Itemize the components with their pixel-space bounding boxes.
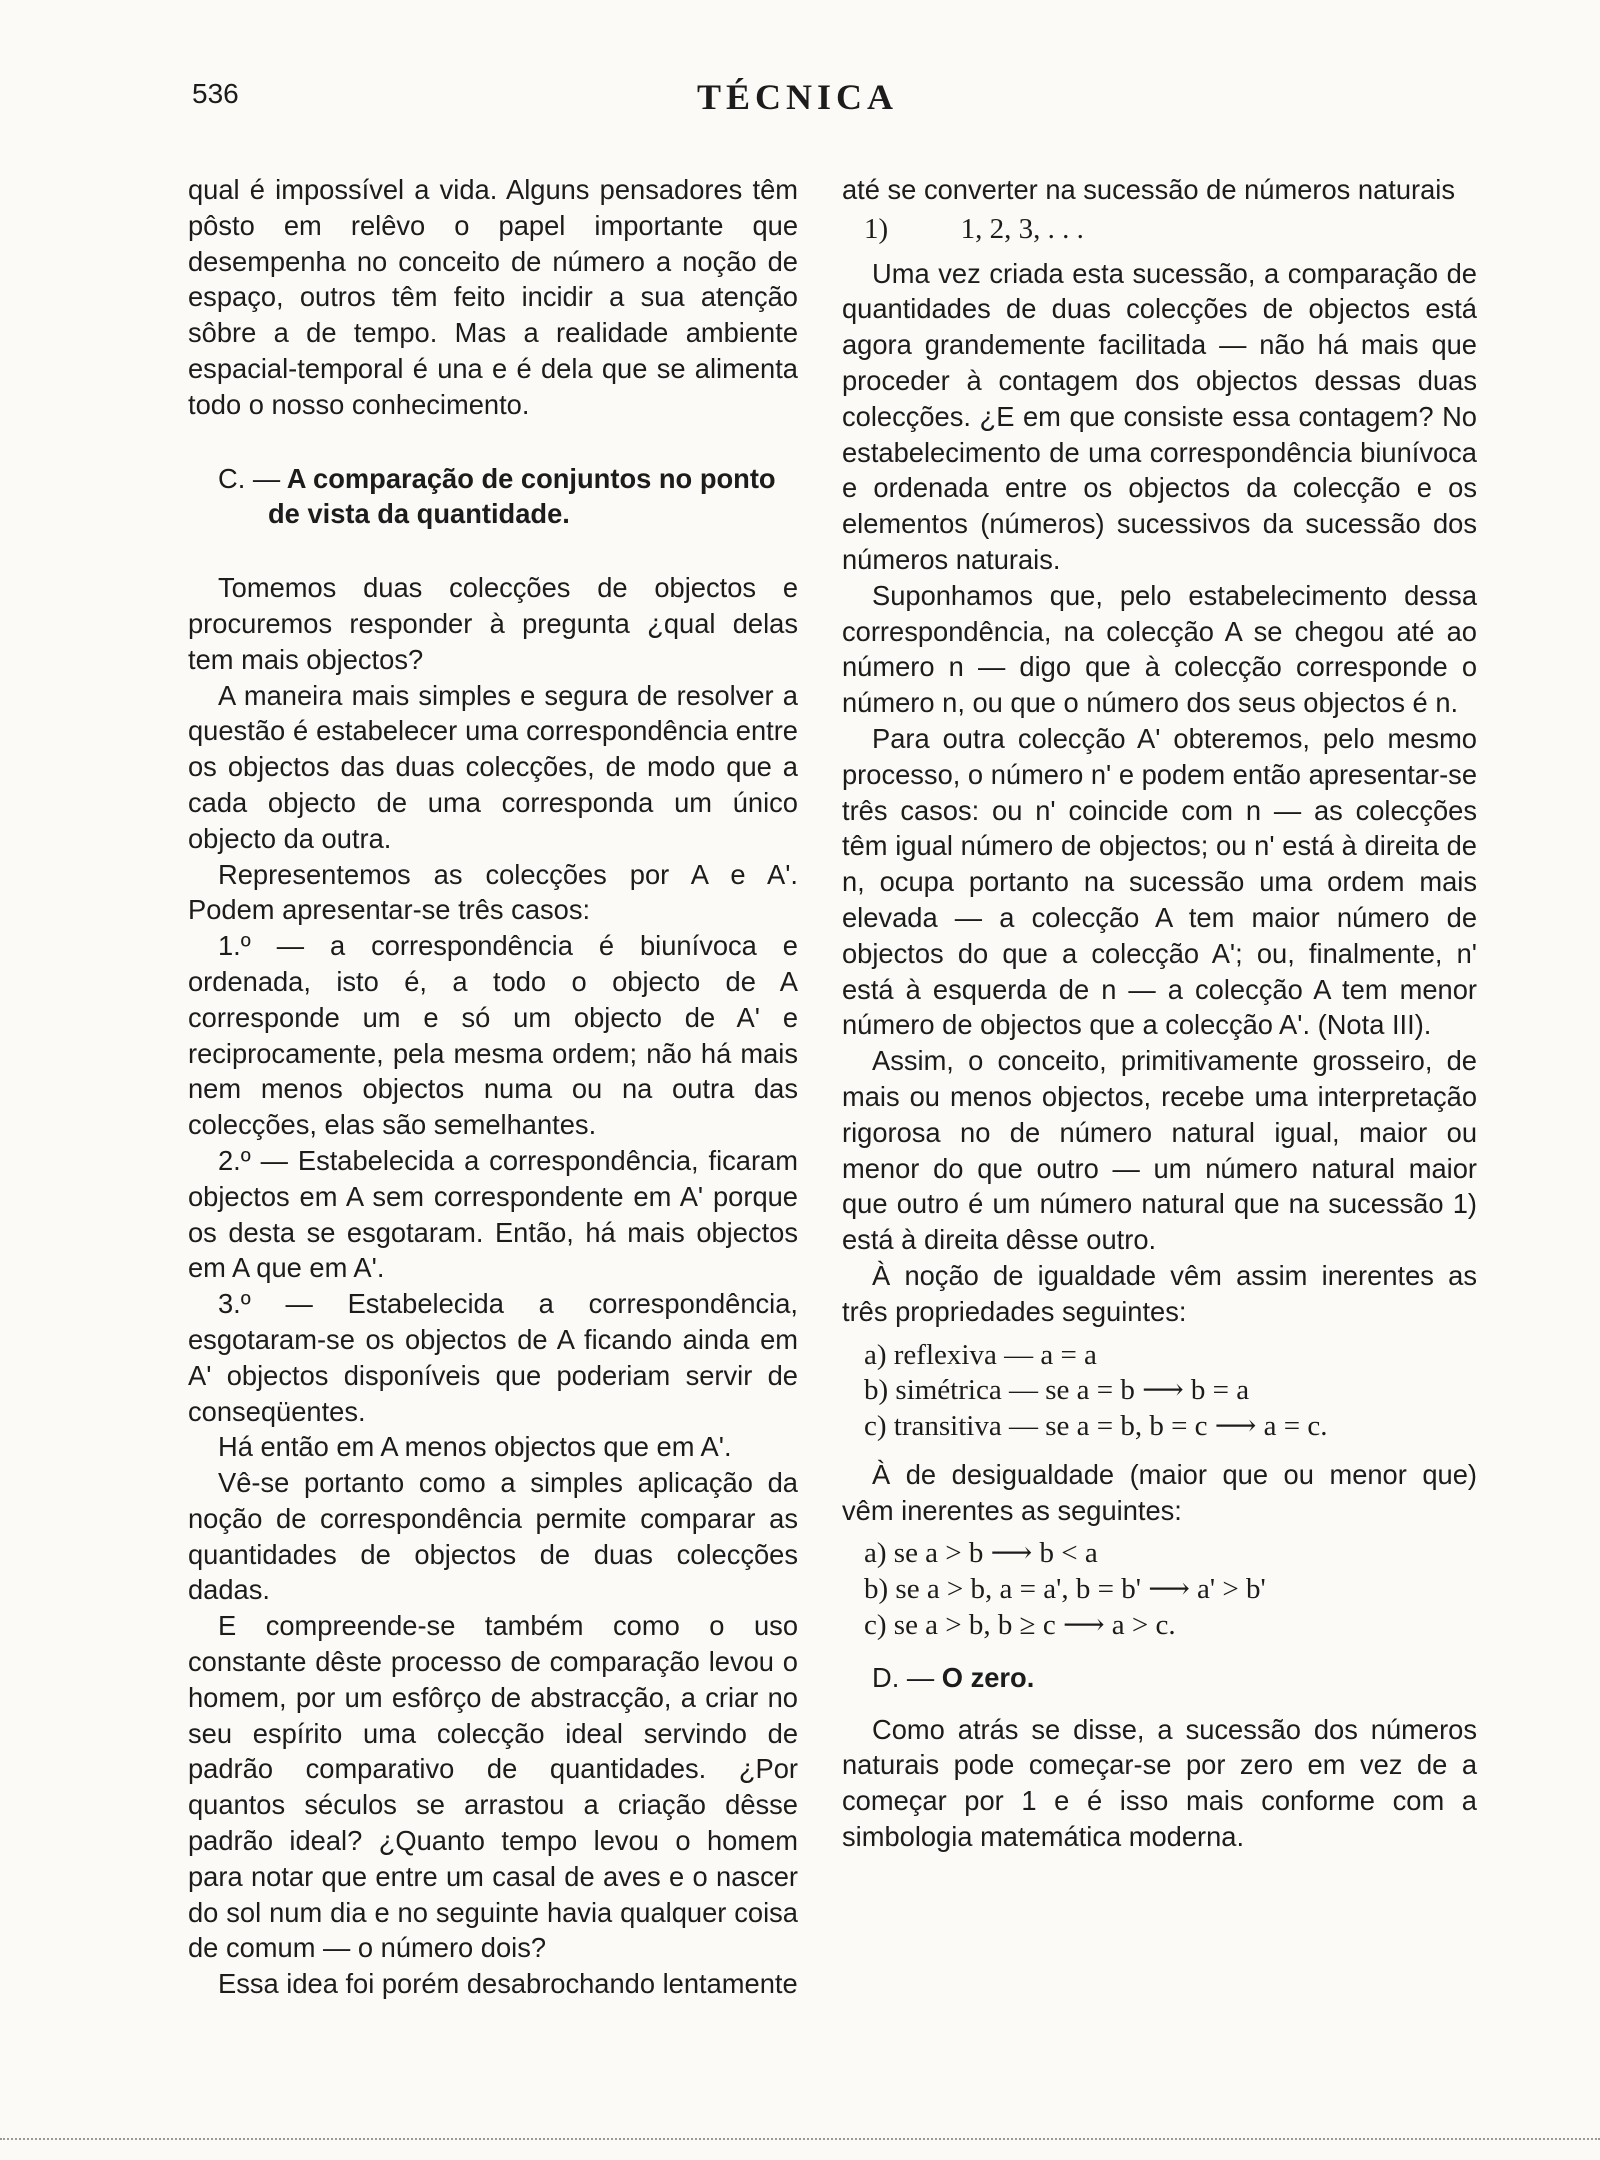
page-header xyxy=(192,78,1482,118)
section-title: O zero. xyxy=(941,1661,1035,1693)
page-number: 536 xyxy=(192,78,239,109)
paragraph: Essa idea foi porém desabrochando lentamente xyxy=(218,1968,798,2000)
paragraph: qual é impossível a vida. Alguns pensadores têm pôsto em relêvo o papel importante que desempenha no conceito de número a noção de espaço, outros têm feito incidir a sua atenção sôbre a de tempo. Mas a realidade ambiente espacial-temporal é una e é dela que se alimenta todo o nosso conhecimento. xyxy=(188,174,798,420)
paragraph: Uma vez criada esta sucessão, a comparação de quantidades de duas colecções de objectos está agora grandemente facilitada — não há mais que proceder à contagem dos objectos dessas duas colecções. ¿E em que consiste essa contagem? No estabelecimento de uma correspondência biunívoca e ordenada entre os objectos da colecção e os elementos (números) sucessivos da sucessão dos números naturais. xyxy=(842,257,1477,575)
paragraph: À noção de igualdade vêm assim inerentes as três propriedades seguintes: xyxy=(842,1259,1477,1327)
formula-line: c) se a > b, b ≥ c ⟶ a > c. xyxy=(864,1609,1176,1642)
bottom-divider xyxy=(0,2138,1600,2140)
paragraph-case-3: 3.º — Estabelecida a correspondência, esgotaram-se os objectos de A ficando ainda em A' objectos disponíveis que poderiam servir de conseqüentes. xyxy=(188,1288,798,1427)
section-heading-d xyxy=(872,1660,1477,1696)
formula-sequence: 1) 1, 2, 3, . . . xyxy=(864,212,1084,245)
paragraph: Representemos as colecções por A e A'. Podem apresentar-se três casos: xyxy=(188,858,798,926)
journal-title: TÉCNICA xyxy=(697,77,899,117)
paragraph: A maneira mais simples e segura de resolver a questão é estabelecer uma correspondência entre os objectos das duas colecções, de modo que a cada objecto de uma corresponda um único objecto da outra. xyxy=(188,679,798,854)
paragraph: Há então em A menos objectos que em A'. xyxy=(218,1431,732,1463)
paragraph: Assim, o conceito, primitivamente grosseiro, de mais ou menos objectos, recebe uma interpretação rigorosa no de número natural igual, maior ou menor do que outro — um número natural maior que outro é um número natural que na sucessão 1) está à direita dêsse outro. xyxy=(842,1045,1477,1256)
equality-properties xyxy=(842,1338,1477,1445)
formula-line: b) simétrica — se a = b ⟶ b = a xyxy=(864,1374,1250,1407)
right-column xyxy=(842,172,1477,1855)
paragraph: Como atrás se disse, a sucessão dos números naturais pode começar-se por zero em vez de a começar por 1 e é isso mais conforme com a simbologia matemática moderna. xyxy=(842,1713,1477,1853)
section-heading-c xyxy=(218,461,798,533)
formula-line: a) se a > b ⟶ b < a xyxy=(864,1537,1098,1570)
section-number: C. — xyxy=(218,462,281,494)
paragraph: Suponhamos que, pelo estabelecimento dessa correspondência, na colecção A se chegou até ao número n — digo que à colecção corresponde o número n, ou que o número dos seus objectos é n. xyxy=(842,579,1477,719)
paragraph: até se converter na sucessão de números naturais xyxy=(842,174,1456,205)
paragraph: E compreende-se também como o uso constante dêste processo de comparação levou o homem, por um esfôrço de abstracção, a criar no seu espírito uma colecção ideal servindo de padrão comparativo de quantidades. ¿Por quantos séculos se arrastou a criação dêsse padrão ideal? ¿Quanto tempo levou o homem para notar que entre um casal de aves e o nascer do sol num dia e no seguinte havia qualquer coisa de comum — o número dois? xyxy=(188,1610,798,1964)
paragraph-case-1: 1.º — a correspondência é biunívoca e ordenada, isto é, a todo o objecto de A corresponde um e só um objecto de A' e reciprocamente, pela mesma ordem; não há mais nem menos objectos numa ou na outra das colecções, elas são semelhantes. xyxy=(188,930,798,1141)
section-title: A comparação de conjuntos no ponto de vista da quantidade. xyxy=(268,462,776,530)
paragraph-case-2: 2.º — Estabelecida a correspondência, ficaram objectos em A sem correspondente em A' porque os desta se esgotaram. Então, há mais objectos em A que em A'. xyxy=(188,1144,798,1284)
paragraph: Para outra colecção A' obteremos, pelo mesmo processo, o número n' e podem então apresentar-se três casos: ou n' coincide com n — as colecções têm igual número de objectos; ou n' está à direita de n, ocupa portanto na sucessão uma ordem mais elevada — a colecção A tem maior número de objectos do que a colecção A'; ou, finalmente, n' está à esquerda de n — a colecção A tem menor número de objectos que a colecção A'. (Nota III). xyxy=(842,722,1477,1041)
left-column xyxy=(188,172,798,2002)
formula-line: c) transitiva — se a = b, b = c ⟶ a = c. xyxy=(864,1410,1328,1443)
paragraph: Tomemos duas colecções de objectos e procuremos responder à pregunta ¿qual delas tem mais objectos? xyxy=(188,572,798,675)
inequality-properties xyxy=(842,1536,1477,1643)
section-number: D. — xyxy=(872,1661,935,1693)
formula-line: b) se a > b, a = a', b = b' ⟶ a' > b' xyxy=(864,1573,1266,1606)
paragraph: À de desigualdade (maior que ou menor que) vêm inerentes as seguintes: xyxy=(842,1458,1477,1526)
formula-line: a) reflexiva — a = a xyxy=(864,1338,1097,1371)
paragraph: Vê-se portanto como a simples aplicação da noção de correspondência permite comparar as quantidades de objectos de duas colecções dadas. xyxy=(188,1467,798,1606)
